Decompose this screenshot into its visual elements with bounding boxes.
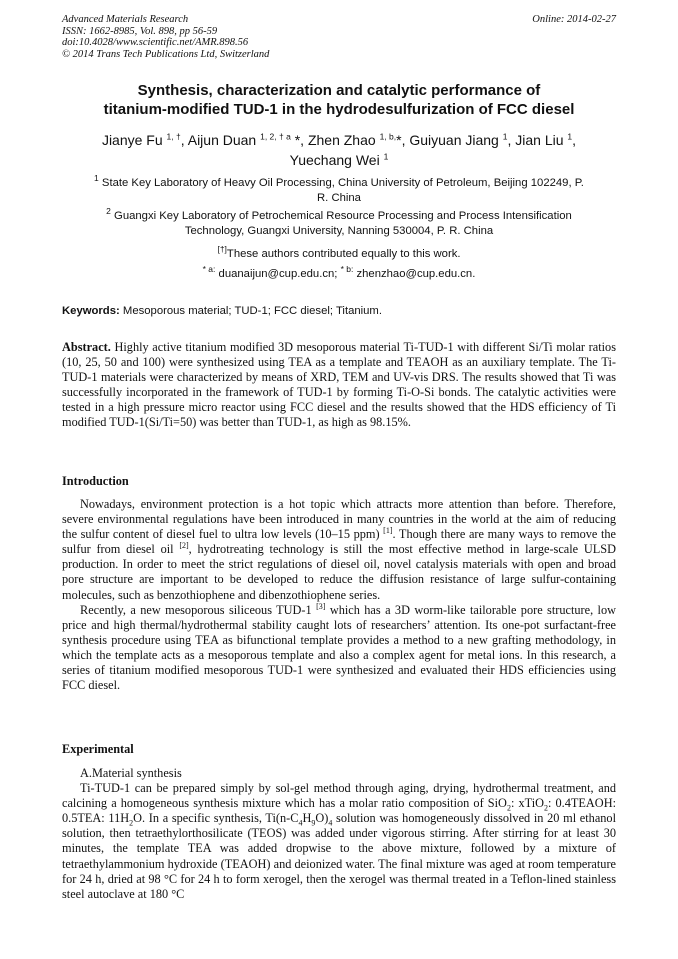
- online-date: Online: 2014-02-27: [532, 14, 616, 25]
- copyright-line: © 2014 Trans Tech Publications Ltd, Switzerland: [62, 48, 270, 60]
- paragraph-text: O. In a specific synthesis, Ti(n-C: [133, 811, 299, 826]
- subscript: 9: [311, 818, 316, 828]
- subscript: 2: [129, 818, 134, 828]
- abstract-text: Highly active titanium modified 3D mesoporous material Ti-TUD-1 with different Si/Ti molar ratios (10, 25, 50 and 100) were synthesized using TEA as a template and TEAOH as an auxiliary template. The Ti-TUD-1 materials were characterized by means of XRD, TEM and UV-vis DRS. The results showed that Ti was successfully incorporated in the framework of TUD-1 by forming Ti-O-Si bonds. The catalytic activities were tested in a high pressure micro reactor using FCC diesel and the results showed that the HDS efficiency of Ti modified TUD-1(Si/Ti=50) was better than TUD-1, as high as 98.15%.: [62, 340, 616, 430]
- author-list: [62, 130, 616, 170]
- keywords: [62, 304, 616, 318]
- affil-text: Technology, Guangxi University, Nanning 530004, P. R. China: [184, 225, 494, 237]
- keywords-text: Mesoporous material; TUD-1; FCC diesel; Titanium.: [122, 305, 382, 317]
- subsection-heading: A.Material synthesis: [80, 766, 182, 780]
- paragraph-text: O): [315, 811, 329, 826]
- email-mark: * b:: [340, 264, 354, 275]
- contrib-mark: [†]: [217, 244, 227, 255]
- issn-line: ISSN: 1662-8985, Vol. 898, pp 56-59: [62, 25, 218, 37]
- subscript: 4: [328, 818, 333, 828]
- experimental-paragraph-1: [62, 781, 616, 902]
- contribution-note: [62, 244, 616, 262]
- author-name: , Aijun Duan: [180, 132, 257, 148]
- subscript: 2: [544, 803, 548, 813]
- email-address: zhenzhao@cup.edu.cn.: [356, 268, 476, 280]
- section-heading-experimental: Experimental: [62, 742, 134, 756]
- author-affil-mark: 1: [567, 131, 573, 142]
- email-address: duanaijun@cup.edu.cn;: [218, 268, 338, 280]
- author-affil-mark: 1, †: [166, 131, 181, 142]
- journal-name: Advanced Materials Research: [62, 14, 189, 25]
- author-line-1: [62, 130, 616, 150]
- paragraph-text: , hydrotreating technology is still the most effective method in large-scale ULSD production. In order to meet the strict regulations of diesel oil, novel catalysis materials with open and broad pore structure are important to be developed to reduce the diffusion resistance of large sulfur-containing molecules, such as benzothiophene and dibenzothiophene series.: [62, 542, 617, 602]
- author-affil-mark: 1: [383, 151, 389, 162]
- paragraph-text: . Though there are many ways to remove the sulfur from diesel oil: [62, 527, 617, 557]
- affil-text: State Key Laboratory of Heavy Oil Processing, China University of Petroleum, Beijing 102249, P.: [101, 177, 584, 189]
- paragraph-text: Nowadays, environment protection is a hot topic which attracts more attention than before. Therefore, severe environmental regulations have been introduced in many countries in the world at the aim of reducing the sulfur content of diesel fuel to ultra low levels (10–15 ppm): [62, 497, 616, 542]
- paragraph-text: H: [302, 811, 312, 826]
- author-separator: ,: [572, 132, 577, 148]
- affiliation-2: [62, 206, 616, 239]
- journal-header: [62, 14, 616, 60]
- paragraph-text: which has a 3D worm-like tailorable pore structure, low price and high thermal/hydrothermal stability caught lots of researchers’ attention. Its one-pot surfactant-free synthesis procedure using TEA as bifunctional template provides a method to a new grafting methodology, in which the template acts as a mesoporous template and also a complex agent for metal ions. In this research, a series of titanium modified mesoporous TUD-1 were synthesized and evaluated their HDS efficiencies using FCC diesel.: [62, 602, 616, 693]
- intro-paragraph-2: [62, 603, 616, 694]
- intro-paragraph-1: [62, 497, 616, 603]
- subscript: 4: [298, 818, 303, 828]
- paragraph-text: solution was homogeneously dissolved in 20 ml ethanol solution, then tetraethylorthosilicate (TEOS) was added under vigorous stirring. After stirring for at least 30 minutes, the template TEA was added dropwise to the above mixture, followed by a mixture of tetraethylammonium hydroxide (TEAOH) and deionized water. The final mixture was aged at room temperature for 24 h, dried at 98 °C for 24 h to form xerogel, then the xerogel was thermal treated in a Teflon-lined stainless steel autoclave at 180 °C: [62, 811, 616, 901]
- paper-title: [62, 81, 616, 119]
- author-affil-mark: 1, 2, † a: [260, 131, 291, 142]
- email-mark: * a:: [202, 264, 216, 275]
- author-name: , Zhen Zhao: [300, 132, 376, 148]
- author-line-2: [62, 150, 616, 170]
- section-heading-introduction: Introduction: [62, 474, 129, 488]
- affiliation-1: [62, 173, 616, 206]
- title-line-2: titanium-modified TUD-1 in the hydrodesulfurization of FCC diesel: [103, 101, 575, 118]
- paragraph-text: Ti-TUD-1 can be prepared simply by sol-gel method through aging, drying, hydrothermal treatment, and calcining a homogeneous synthesis mixture which has a molar ratio composition of SiO: [62, 781, 616, 811]
- subscript: 2: [506, 803, 511, 813]
- affil-number: 1: [94, 173, 99, 184]
- affil-text: R. China: [317, 192, 361, 204]
- affil-number: 2: [106, 206, 111, 217]
- doi-line: doi:10.4028/www.scientific.net/AMR.898.56: [62, 37, 249, 48]
- author-name: , Jian Liu: [507, 132, 564, 148]
- citation: [3]: [316, 601, 326, 611]
- corresponding-mark: *: [294, 132, 301, 148]
- experimental-body: [62, 766, 616, 902]
- author-affil-mark: 1, b,: [379, 131, 397, 142]
- keywords-label: Keywords:: [62, 305, 120, 317]
- email-line: [62, 264, 616, 282]
- affil-text: Guangxi Key Laboratory of Petrochemical Resource Processing and Process Intensification: [114, 210, 572, 222]
- author-name: , Guiyuan Jiang: [401, 132, 499, 148]
- abstract-label: Abstract.: [62, 340, 111, 354]
- abstract: [62, 340, 616, 431]
- citation: [2]: [179, 541, 189, 551]
- introduction-body: [62, 497, 616, 693]
- citation: [1]: [383, 526, 393, 536]
- corresponding-mark: *: [396, 132, 402, 148]
- author-affil-mark: 1: [502, 131, 508, 142]
- contrib-text: These authors contributed equally to this work.: [226, 248, 461, 260]
- author-name: Yuechang Wei: [289, 152, 380, 168]
- paragraph-text: : xTiO: [510, 796, 544, 811]
- author-name: Jianye Fu: [101, 132, 163, 148]
- title-line-1: Synthesis, characterization and catalytic performance of: [137, 82, 541, 99]
- paragraph-text: : 0.4TEAOH: 0.5TEA: 11H: [62, 796, 616, 826]
- paragraph-text: Recently, a new mesoporous siliceous TUD-1: [80, 602, 312, 617]
